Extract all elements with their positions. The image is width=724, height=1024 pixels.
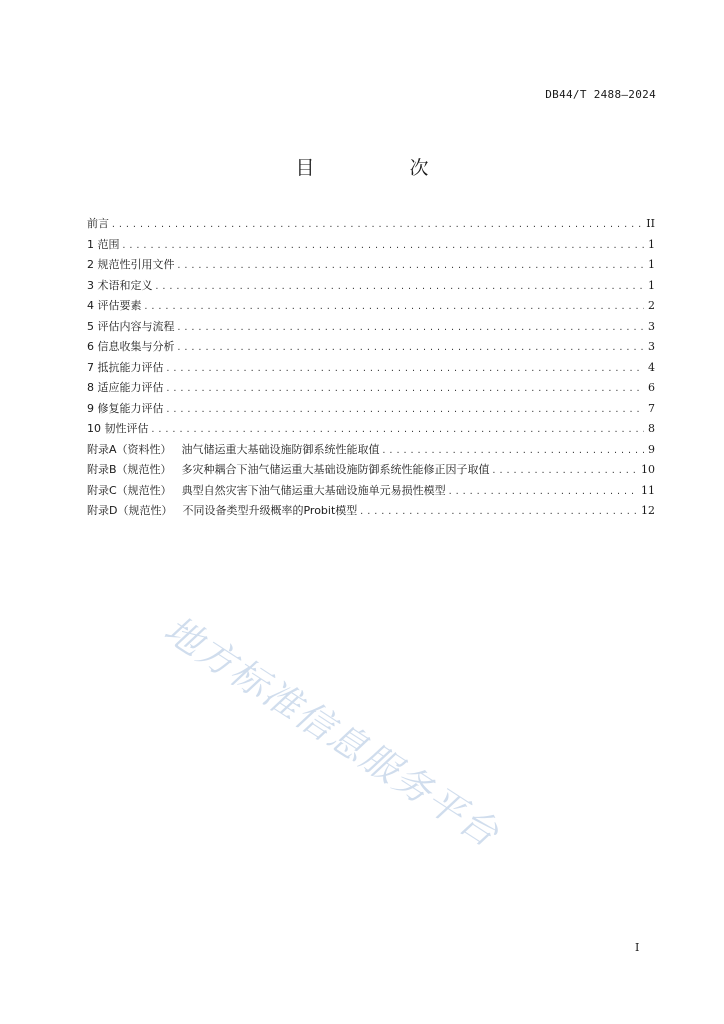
toc-entry[interactable] xyxy=(87,276,655,297)
toc-entry-label xyxy=(87,399,164,420)
toc-dot-leader xyxy=(177,318,645,339)
toc-entry-page: 1 xyxy=(648,258,655,271)
toc-entry-title: 9 修复能力评估 xyxy=(87,401,164,415)
toc-entry[interactable] xyxy=(87,460,655,481)
toc-entry-label xyxy=(87,481,446,502)
toc-entry-label xyxy=(87,358,164,379)
toc-entry-label xyxy=(87,214,109,235)
toc-entry-subtitle: 不同设备类型升级概率的Probit模型 xyxy=(182,504,358,517)
toc-entry[interactable] xyxy=(87,255,655,276)
toc-entry-page: 8 xyxy=(648,422,655,435)
toc-entry[interactable] xyxy=(87,481,655,502)
toc-entry-page: 11 xyxy=(641,483,655,497)
toc-entry-page: 6 xyxy=(648,381,655,394)
toc-dot-leader xyxy=(111,215,643,236)
toc-entry-subtitle: 典型自然灾害下油气储运重大基础设施单元易损性模型 xyxy=(181,483,446,497)
toc-entry-label xyxy=(87,460,490,481)
toc-dot-leader xyxy=(492,461,638,482)
toc-entry[interactable] xyxy=(87,214,655,235)
toc-entry-page: II xyxy=(646,217,655,230)
page-number: I xyxy=(635,941,640,954)
toc-entry[interactable] xyxy=(87,501,655,522)
toc-entry-label xyxy=(87,317,175,338)
toc-dot-leader xyxy=(448,482,638,503)
toc-dot-leader xyxy=(151,420,645,441)
toc-entry-title: 前言 xyxy=(87,217,109,230)
toc-dot-leader xyxy=(166,400,645,421)
toc-entry-label xyxy=(87,337,175,358)
toc-dot-leader xyxy=(122,236,645,257)
toc-entry-title: 附录B（规范性） xyxy=(87,463,172,476)
toc-entry-title: 3 术语和定义 xyxy=(87,278,153,292)
toc-dot-leader xyxy=(144,297,645,318)
toc-entry-title: 5 评估内容与流程 xyxy=(87,319,175,333)
toc-entry-title: 6 信息收集与分析 xyxy=(87,340,175,353)
toc-entry-page: 7 xyxy=(648,401,655,415)
watermark: 地方标准信息服务平台 xyxy=(156,607,508,857)
toc-entry-page: 2 xyxy=(648,299,655,312)
toc-entry-title: 附录C（规范性） xyxy=(87,483,172,497)
toc-entry[interactable] xyxy=(87,296,655,317)
toc-entry-page: 4 xyxy=(648,360,655,374)
toc-dot-leader xyxy=(177,256,645,277)
toc-dot-leader xyxy=(382,441,644,462)
toc-entry-label xyxy=(87,296,142,317)
toc-entry[interactable] xyxy=(87,378,655,399)
toc-entry[interactable] xyxy=(87,440,655,461)
toc-entry-page: 1 xyxy=(648,278,655,292)
toc-title: 目 次 xyxy=(295,157,467,179)
toc-entry-subtitle: 多灾种耦合下油气储运重大基础设施防御系统性能修正因子取值 xyxy=(181,463,490,476)
toc-entry-title: 7 抵抗能力评估 xyxy=(87,360,164,374)
toc-entry-page: 9 xyxy=(648,442,655,456)
toc-entry-page: 1 xyxy=(648,237,655,251)
toc-entry-page: 3 xyxy=(648,319,655,333)
toc-entry[interactable] xyxy=(87,235,655,256)
toc-entry-label xyxy=(87,440,380,461)
toc-entry-title: 8 适应能力评估 xyxy=(87,381,164,394)
toc-dot-leader xyxy=(177,338,645,359)
toc-entry-subtitle: 油气储运重大基础设施防御系统性能取值 xyxy=(181,442,380,456)
toc-entry-label xyxy=(87,276,153,297)
toc-dot-leader xyxy=(359,502,638,523)
toc-entry-page: 10 xyxy=(641,463,655,476)
toc-entry-label xyxy=(87,235,120,256)
toc-entry-title: 附录D（规范性） xyxy=(87,504,173,517)
toc-entry[interactable] xyxy=(87,399,655,420)
toc-entry-title: 4 评估要素 xyxy=(87,299,142,312)
toc-entry-label xyxy=(87,378,164,399)
toc-entry[interactable] xyxy=(87,337,655,358)
toc-entry-page: 3 xyxy=(648,340,655,353)
toc-entry-title: 1 范围 xyxy=(87,237,120,251)
table-of-contents xyxy=(87,214,655,522)
toc-entry[interactable] xyxy=(87,419,655,440)
toc-entry-label xyxy=(87,255,175,276)
toc-entry-title: 10 韧性评估 xyxy=(87,422,149,435)
toc-entry[interactable] xyxy=(87,358,655,379)
toc-entry[interactable] xyxy=(87,317,655,338)
toc-dot-leader xyxy=(166,359,645,380)
toc-entry-label xyxy=(87,501,357,522)
toc-entry-page: 12 xyxy=(641,504,655,517)
toc-dot-leader xyxy=(155,277,645,298)
toc-entry-title: 2 规范性引用文件 xyxy=(87,258,175,271)
document-code: DB44/T 2488—2024 xyxy=(545,88,656,101)
toc-entry-label xyxy=(87,419,149,440)
toc-entry-title: 附录A（资料性） xyxy=(87,442,172,456)
toc-dot-leader xyxy=(166,379,645,400)
